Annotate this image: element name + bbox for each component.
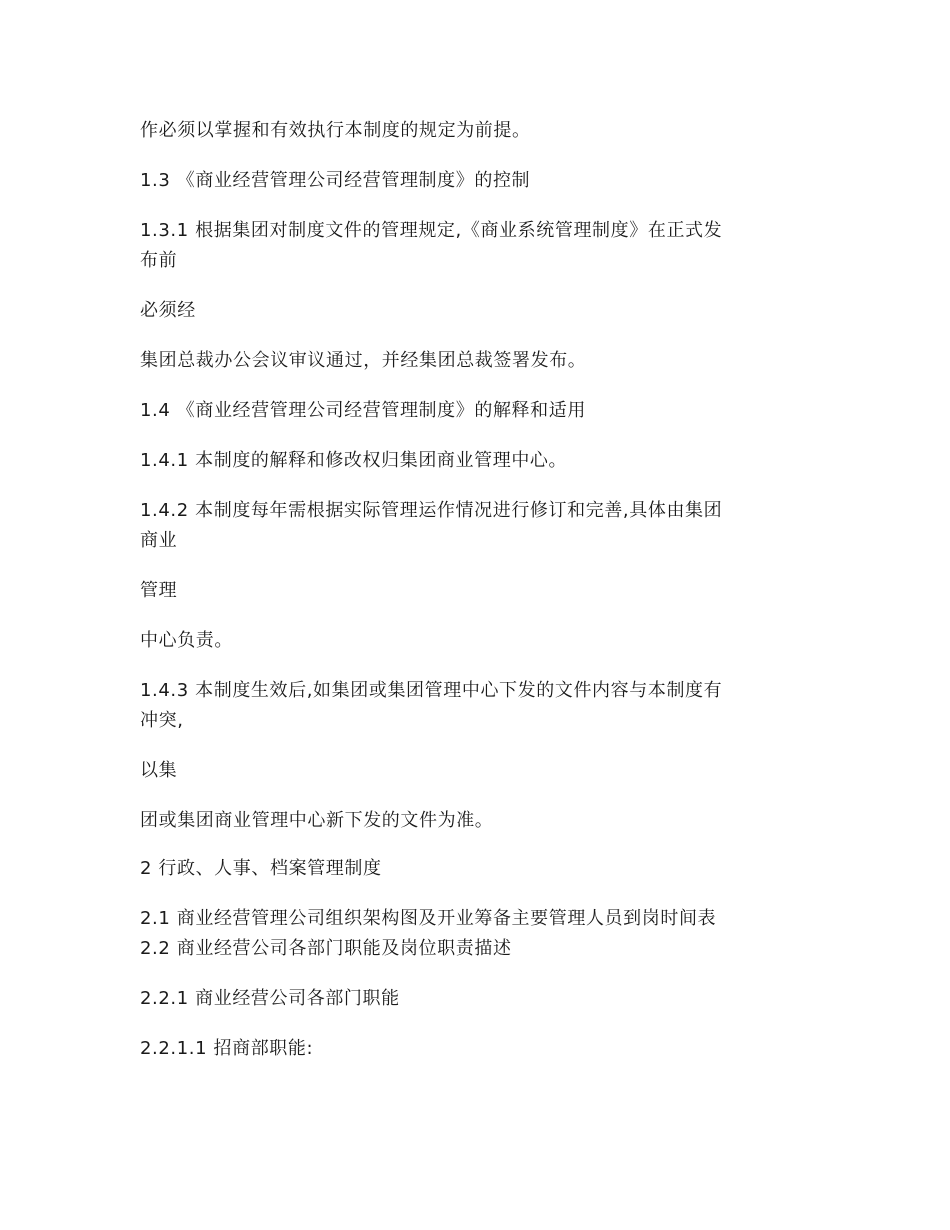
paragraph-line: 中心负责。 — [140, 630, 233, 651]
paragraph-line: 1.4.2 本制度每年需根据实际管理运作情况进行修订和完善,具体由集团 — [140, 500, 723, 521]
section-heading-2-2: 2.2 商业经营公司各部门职能及岗位职责描述 — [140, 938, 512, 959]
paragraph-line: 布前 — [140, 250, 178, 271]
paragraph-line: 作必须以掌握和有效执行本制度的规定为前提。 — [140, 120, 531, 141]
section-heading-2-1: 2.1 商业经营管理公司组织架构图及开业筹备主要管理人员到岗时间表 — [140, 908, 717, 929]
paragraph-line: 1.4.3 本制度生效后,如集团或集团管理中心下发的文件内容与本制度有 — [140, 680, 723, 701]
section-heading-1-4: 1.4 《商业经营管理公司经营管理制度》的解释和适用 — [140, 400, 586, 421]
section-heading-2-2-1: 2.2.1 商业经营公司各部门职能 — [140, 988, 400, 1009]
section-heading-2: 2 行政、人事、档案管理制度 — [140, 858, 382, 879]
paragraph-line: 1.3.1 根据集团对制度文件的管理规定,《商业系统管理制度》在正式发 — [140, 220, 723, 241]
paragraph-line: 以集 — [140, 760, 178, 781]
paragraph-line: 1.4.1 本制度的解释和修改权归集团商业管理中心。 — [140, 450, 568, 471]
paragraph-line: 商业 — [140, 530, 178, 551]
paragraph-line: 必须经 — [140, 300, 196, 321]
paragraph-line: 集团总裁办公会议审议通过，并经集团总裁签署发布。 — [140, 350, 587, 371]
section-heading-2-2-1-1: 2.2.1.1 招商部职能: — [140, 1038, 314, 1059]
paragraph-line: 冲突, — [140, 710, 184, 731]
paragraph-line: 团或集团商业管理中心新下发的文件为准。 — [140, 810, 494, 831]
paragraph-line: 管理 — [140, 580, 178, 601]
section-heading-1-3: 1.3 《商业经营管理公司经营管理制度》的控制 — [140, 170, 531, 191]
